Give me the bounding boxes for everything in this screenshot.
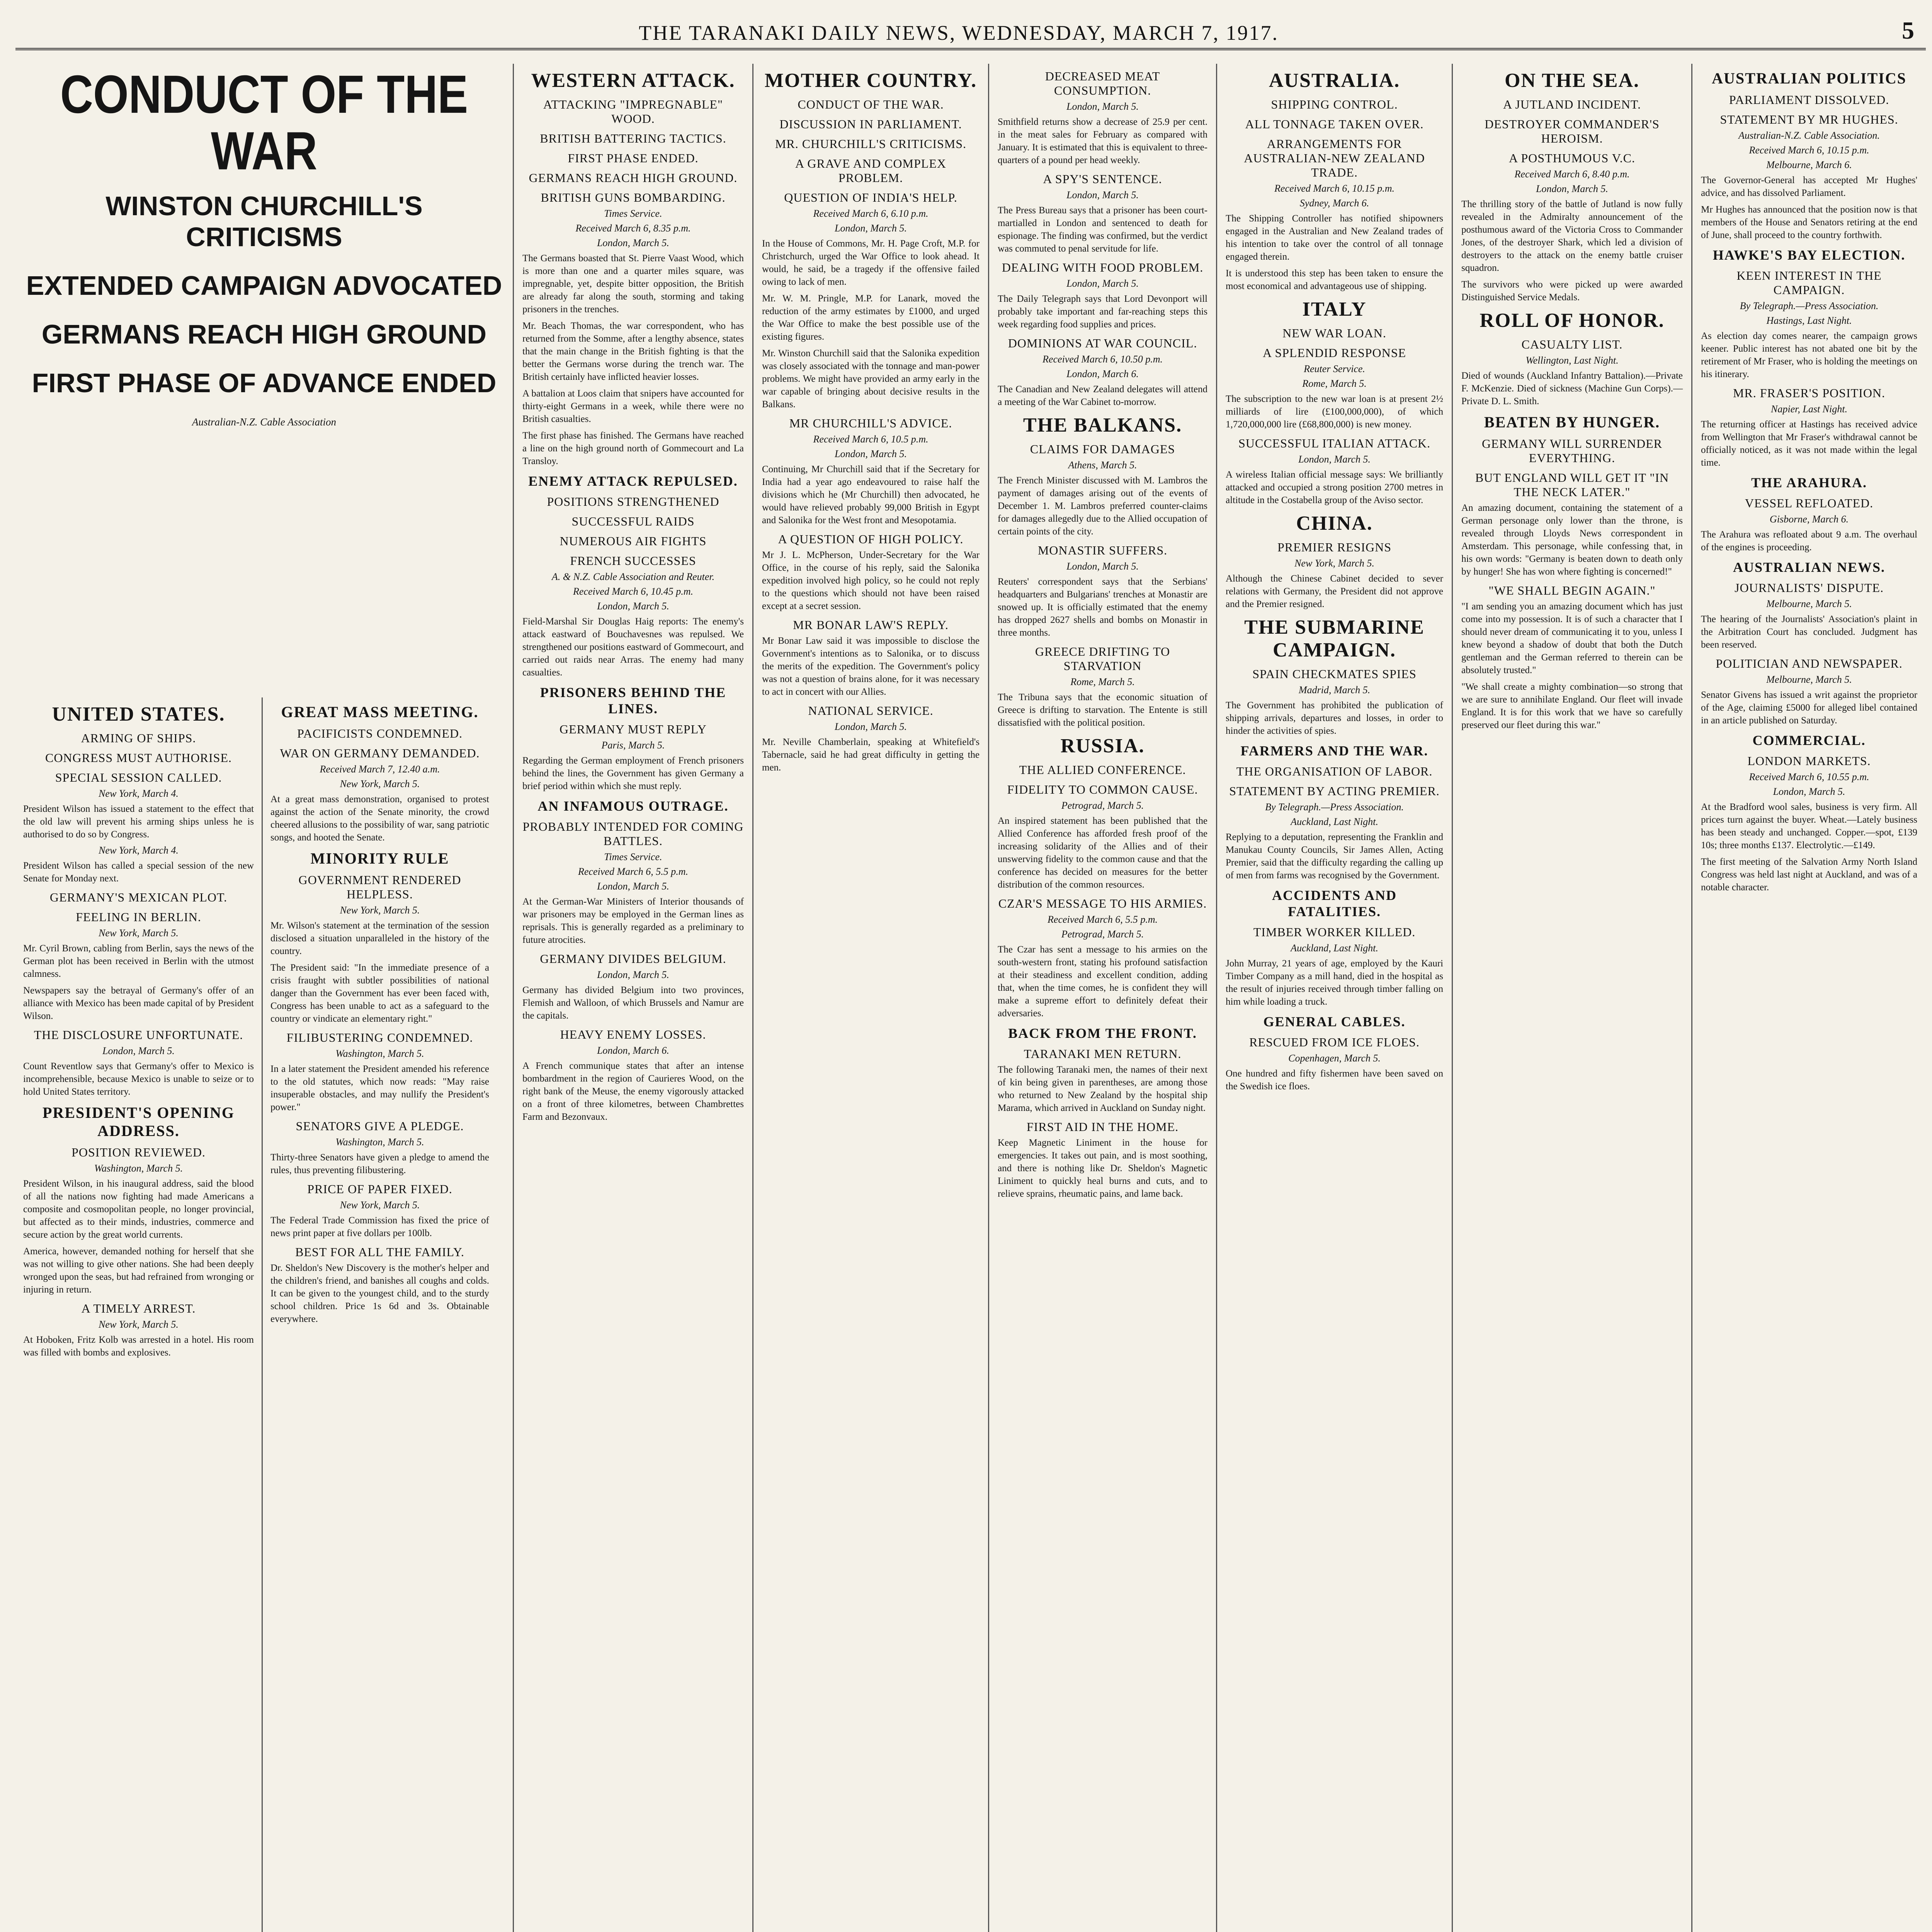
subheading: GOVERNMENT RENDERED HELPLESS. [298,873,461,901]
article-paragraph: One hundred and fifty fishermen have been saved on the Swedish ice floes. [1226,1068,1443,1092]
section-heading: THE ARAHURA. [1751,475,1867,490]
subheading: "WE SHALL BEGIN AGAIN." [1488,583,1656,597]
dateline: New York, March 5. [340,1199,420,1211]
article-paragraph: At the Bradford wool sales, business is very firm. All prices turn against the buyer. Wheat.—Lately business has been steady and unchanged. Copper.—spot, £139 10s; three months £137. Electrolytic.—£149. [1701,802,1917,850]
dateline: Madrid, March 5. [1298,684,1371,696]
article-paragraph: Germany has divided Belgium into two provinces, Flemish and Walloon, of which Brussels and Namur are the capitals. [522,985,744,1021]
subheading: PREMIER RESIGNS [1277,540,1392,554]
article-paragraph: The Governor-General has accepted Mr Hughes' advice, and has dissolved Parliament. [1701,175,1917,198]
dateline: Australian-N.Z. Cable Association. [1738,130,1880,141]
subheading: DOMINIONS AT WAR COUNCIL. [1008,336,1197,350]
section-heading: RUSSIA. [1060,735,1145,757]
article-paragraph: Newspapers say the betrayal of Germany's offer of an alliance with Mexico has been made capital of by President Wilson. [23,985,254,1021]
article-paragraph: Continuing, Mr Churchill said that if the Secretary for India had a year ago endeavoured to raise half the divisions which he (Mr Churchill) then advocated, he would have relieved probably 99,000 British in Egypt and Salonika for the West front and Mesopotamia. [762,464,980,526]
subheading: ATTACKING "IMPREGNABLE" WOOD. [543,97,723,126]
section-heading: THE BALKANS. [1023,414,1182,436]
dateline: Sydney, March 6. [1299,197,1369,209]
article-paragraph: As election day comes nearer, the campaign grows keener. Public interest has not abated one bit by the retirement of Mr Fraser, who is holding the meetings on his itinerary. [1701,331,1917,379]
article-paragraph: The survivors who were picked up were awarded Distinguished Service Medals. [1461,279,1683,303]
subheading: GERMANY MUST REPLY [559,722,707,736]
subheading: PRICE OF PAPER FIXED. [307,1182,452,1196]
subheading: BRITISH BATTERING TACTICS. [540,131,726,145]
subheading: NUMEROUS AIR FIGHTS [560,534,707,548]
advertisement-heading: FIRST AID IN THE HOME. [1026,1120,1179,1134]
article-paragraph: "I am sending you an amazing document which has just come into my possession. It is of such a character that I should never dream of communicating it to you, unless I knew beyond a shadow of doubt that both the Dutch gentleman and the German referred to therein can be absolutely trusted." [1461,601,1683,675]
article-paragraph: Thirty-three Senators have given a pledge to amend the rules, thus preventing filibustering. [270,1152,489,1175]
subheading: FIDELITY TO COMMON CAUSE. [1007,782,1198,796]
subheading: MR. CHURCHILL'S CRITICISMS. [775,137,967,151]
subheading: SUCCESSFUL RAIDS [571,514,695,528]
column-news-briefs [989,64,1217,1932]
subheading: PROBABLY INTENDED FOR COMING BATTLES. [522,820,744,848]
article-paragraph: Count Reventlow says that Germany's offer to Mexico is incomprehensible, because Mexico is unable to seize or to hold United States territory. [23,1061,254,1097]
section-heading: ROLL OF HONOR. [1480,310,1665,332]
advertisement-text: Keep Magnetic Liniment in the house for emergencies. It takes out pain, and is most soothing, and there is nothing like Dr. Sheldon's Magnetic Liniment to quickly heal burns and cuts, and to relieve sprains, rheumatic pains, and lame back. [998,1138,1208,1199]
article-paragraph: The subscription to the new war loan is at present 2½ milliards of lire (£100,000,000), of which 1,720,000,000 lire (£68,800,000) is new money. [1226,394,1443,430]
deck-headline-3: GERMANS REACH HIGH GROUND [41,319,487,349]
advertisement-heading: BEST FOR ALL THE FAMILY. [295,1245,464,1259]
subheading: DECREASED MEAT CONSUMPTION. [1045,69,1160,97]
subheading: MR BONAR LAW'S REPLY. [793,618,949,632]
subheading: ARMING OF SHIPS. [81,731,196,745]
subheading: SUCCESSFUL ITALIAN ATTACK. [1238,436,1431,450]
dateline: Copenhagen, March 5. [1288,1053,1381,1064]
dateline: London, March 5. [835,223,907,234]
dateline: Received March 6, 5.5 p.m. [578,866,688,877]
dateline: London, March 5. [597,237,669,248]
article-paragraph: Mr. Beach Thomas, the war correspondent, who has returned from the Somme, after a lengthy absence, states that the main change in the British fighting is that the better the Germans worse during the trench war. The British certainly have inflicted heavier losses. [522,321,744,382]
column-on-the-sea [1453,64,1692,1932]
section-heading: FARMERS AND THE WAR. [1240,743,1429,759]
article-paragraph: An inspired statement has been published that the Allied Conference has afforded fresh proof of the increasing solidarity of the Allies and of their unswerving fidelity to the common cause and that the conference has decided on measures for the better distribution of the common resources. [998,816,1208,890]
cable-credit: Australian-N.Z. Cable Association [192,416,337,428]
article-paragraph: Mr. Neville Chamberlain, speaking at Whitefield's Tabernacle, said he had great difficulty in getting the men. [762,737,980,773]
subheading: NEW WAR LOAN. [1282,326,1386,340]
dateline: Melbourne, March 5. [1766,674,1852,685]
subheading: CONDUCT OF THE WAR. [798,97,944,111]
section-heading: AUSTRALIA. [1269,70,1400,92]
subheading: THE ALLIED CONFERENCE. [1019,763,1186,777]
subheading: CZAR'S MESSAGE TO HIS ARMIES. [998,896,1207,910]
article-paragraph: The Czar has sent a message to his armies on the south-western front, stating his profound satisfaction at their steadiness and excellent condition, adding that, when the time comes, he is confident they will make a supreme effort to definitely defeat their adversaries. [998,944,1208,1019]
subheading: GERMANY'S MEXICAN PLOT. [49,890,228,904]
article-paragraph: Mr. Winston Churchill said that the Salonika expedition was closely associated with the tonnage and man-power problems. We might have provided an army early in the war capable of bringing about decisive results in the Balkans. [762,348,980,410]
section-heading: ENEMY ATTACK REPULSED. [528,473,738,489]
dateline: Received March 6, 10.50 p.m. [1043,354,1163,365]
article-paragraph: The Tribuna says that the economic situation of Greece is drifting to starvation. The Entente is still dissatisfied with the political position. [998,692,1208,728]
subheading: STATEMENT BY ACTING PREMIER. [1229,784,1440,798]
subheading: CONGRESS MUST AUTHORISE. [45,751,232,765]
subcolumn-mass-meeting [263,697,497,1932]
dateline: Auckland, Last Night. [1291,942,1378,954]
dateline: Received March 6, 5.5 p.m. [1048,914,1158,925]
subheading: MONASTIR SUFFERS. [1037,543,1168,557]
dateline: Received March 6, 10.5 p.m. [813,434,929,445]
subheading: MR CHURCHILL'S ADVICE. [789,416,952,430]
subheading: FIRST PHASE ENDED. [568,151,699,165]
article-paragraph: Mr. Cyril Brown, cabling from Berlin, says the news of the German plot has been received in Berlin with the utmost calmness. [23,943,254,979]
dateline: London, March 5. [1066,101,1139,112]
dateline: Washington, March 5. [335,1136,424,1148]
section-heading: AUSTRALIAN POLITICS [1712,70,1906,87]
article-paragraph: The French Minister discussed with M. Lambros the payment of damages arising out of the events of December 1. M. Lambros preferred counter-claims for damages allegedly due to the Allied occupation of certain points of the city. [998,475,1208,537]
subheading: PACIFICISTS CONDEMNED. [297,726,463,740]
article-paragraph: The Daily Telegraph says that Lord Devonport will probably take important and far-reaching steps this week regarding food supplies and prices. [998,294,1208,330]
dateline: By Telegraph.—Press Association. [1740,300,1879,311]
dateline: Melbourne, March 5. [1766,598,1852,609]
dateline: Times Service. [604,208,662,219]
dateline: Received March 7, 12.40 a.m. [320,764,440,775]
article-paragraph: The Press Bureau says that a prisoner has been court-martialled in London and sentenced to death for espionage. The finding was confirmed, but the verdict was commuted to penal servitude for life. [998,205,1208,254]
dateline: Petrograd, March 5. [1061,929,1144,940]
article-paragraph: A French communique states that after an intense bombardment in the region of Caurieres Wood, on the right bank of the Meuse, the enemy vigorously attacked on a front of three kilometres, between Chambrettes Farm and Bezonvaux. [522,1061,744,1122]
subheading: WAR ON GERMANY DEMANDED. [280,746,480,760]
subheading: SPAIN CHECKMATES SPIES [1252,667,1417,681]
article-paragraph: An amazing document, containing the statement of a German personage only lower than the throne, is revealed through Lloyds News correspondent in Amsterdam. This personage, while confessing that, in his own words: "Germany is beaten down to death only by hunger! She has won where fighting is concerned!" [1461,503,1683,577]
section-heading: THE SUBMARINE CAMPAIGN. [1244,616,1425,661]
article-paragraph: The thrilling story of the battle of Jutland is now fully revealed in the Admiralty announcement of the posthumous award of the Victoria Cross to Commander Jones, of the destroyer Shark, which led a division of destroyers to the attack on the enemy battle cruiser squadron. [1461,199,1683,273]
subheading: SENATORS GIVE A PLEDGE. [296,1119,464,1133]
dateline: A. & N.Z. Cable Association and Reuter. [551,571,715,582]
dateline: Received March 6, 10.15 p.m. [1749,145,1869,156]
subheading: SHIPPING CONTROL. [1271,97,1398,111]
dateline: Athens, March 5. [1068,459,1137,471]
article-paragraph: The Shipping Controller has notified shipowners engaged in the Australian and New Zealand trades of his intention to take over the control of all tonnage engaged therein. [1226,213,1443,262]
subheading: DEALING WITH FOOD PROBLEM. [1002,260,1204,274]
section-heading: PRESIDENT'S OPENING ADDRESS. [43,1104,235,1139]
dateline: Received March 6, 10.55 p.m. [1749,771,1869,782]
dateline: London, March 5. [1066,189,1139,201]
article-paragraph: "We shall create a mighty combination—so strong that we are sure to annihilate England. Our fleet will invade England. It is for this work that we have so carefully preserved our fleet during this war." [1461,682,1683,730]
subheading: CASUALTY LIST. [1521,337,1623,351]
article-paragraph: Regarding the German employment of French prisoners behind the lines, the Government has given Germany a brief period within which she must reply. [522,755,744,791]
dateline: New York, March 4. [99,845,179,856]
dateline: Reuter Service. [1304,363,1365,374]
article-paragraph: The President said: "In the immediate presence of a crisis fraught with subtler possibilities of national danger than the Government has ever been faced with, Congress has been unable to act as a safeguard to the country or vindicate an elementary right." [270,963,489,1024]
section-heading: PRISONERS BEHIND THE LINES. [540,685,726,716]
subheading: TIMBER WORKER KILLED. [1253,925,1416,939]
article-paragraph: America, however, demanded nothing for herself that she was not willing to give other nations. She had been deeply wronged upon the seas, but had refrained from wronging or injuring in return. [23,1246,254,1295]
section-heading: AN INFAMOUS OUTRAGE. [537,798,729,814]
article-paragraph: The Germans boasted that St. Pierre Vaast Wood, which is more than one and a quarter miles square, was impregnable, yet, despite bitter opposition, the British are already far along the south, storming and taking prisoners in the trenches. [522,253,744,315]
subheading: THE DISCLOSURE UNFORTUNATE. [34,1028,243,1042]
subheading: ARRANGEMENTS FOR AUSTRALIAN-NEW ZEALAND TRADE. [1244,137,1425,179]
article-paragraph: Senator Givens has issued a writ against the proprietor of the Age, claiming £5000 for alleged libel contained in an article published on Saturday. [1701,690,1917,726]
page-number: 5 [1902,17,1914,44]
article-paragraph: The hearing of the Journalists' Association's plaint in the Arbitration Court has concluded. Judgment has been reserved. [1701,614,1917,650]
subheading: A GRAVE AND COMPLEX PROBLEM. [795,156,946,185]
dateline: New York, March 5. [1294,558,1374,569]
section-heading: MINORITY RULE [310,850,449,867]
dateline: New York, March 5. [340,778,420,789]
dateline: London, March 5. [1773,786,1845,797]
subheading: JOURNALISTS' DISPUTE. [1735,581,1884,595]
dateline: London, March 5. [597,969,669,980]
section-heading: MOTHER COUNTRY. [764,70,977,92]
article-paragraph: At a great mass demonstration, organised to protest against the action of the Senate minority, the crowd cheered allusions to the possibility of war, sang patriotic songs, and hooted the Senate. [270,794,489,843]
section-heading: UNITED STATES. [52,703,225,725]
subheading: GERMANY WILL SURRENDER EVERYTHING. [1481,437,1663,465]
article-paragraph: At the German-War Ministers of Interior thousands of war prisoners may be employed in the German lines as reprisals. This is generally regarded as a preliminary to future atrocities. [522,896,744,945]
dateline: By Telegraph.—Press Association. [1265,801,1404,813]
advertisement-text: Dr. Sheldon's New Discovery is the mother's helper and the children's friend, and banishes all coughs and colds. It can be given to the youngest child, and to the sturdy school children. Price 1s 6d and 3s. Obtainable everywhere. [270,1263,489,1324]
section-heading: COMMERCIAL. [1752,733,1866,748]
subheading: FRENCH SUCCESSES [570,554,696,568]
dateline: London, March 5. [1536,183,1608,194]
dateline: London, March 6. [597,1045,669,1056]
subheading: LONDON MARKETS. [1747,754,1871,768]
main-headline: CONDUCT OF THE WAR [60,64,468,181]
section-heading: GREAT MASS MEETING. [281,703,479,721]
section-heading: BEATEN BY HUNGER. [1484,413,1660,431]
article-paragraph: The following Taranaki men, the names of their next of kin being given in parentheses, are among those who returned to New Zealand by the hospital ship Marama, which arrived in Auckland on Sunday night. [998,1065,1208,1113]
subheading: KEEN INTEREST IN THE CAMPAIGN. [1736,269,1882,297]
column-conduct-of-war [15,64,514,1932]
article-paragraph: The returning officer at Hastings has received advice from Wellington that Mr Fraser's withdrawal cannot be officially noticed, as it was not made within the legal time. [1701,419,1917,468]
subheading: BRITISH GUNS BOMBARDING. [541,190,726,204]
subcolumn-united-states [15,697,263,1932]
article-paragraph: The Canadian and New Zealand delegates will attend a meeting of the War Cabinet to-morrow. [998,384,1208,407]
subheading: QUESTION OF INDIA'S HELP. [784,190,957,204]
article-paragraph: It is understood this step has been taken to ensure the most economical and advantageous use of shipping. [1226,268,1443,291]
section-heading: BACK FROM THE FRONT. [1008,1026,1197,1041]
section-heading: HAWKE'S BAY ELECTION. [1713,247,1906,263]
subheading: MR. FRASER'S POSITION. [1733,386,1886,400]
article-paragraph: President Wilson has issued a statement to the effect that the old law will prevent his arming ships unless he is authorised to do so by Congress. [23,804,254,840]
section-heading: ON THE SEA. [1504,70,1640,92]
article-paragraph: Died of wounds (Auckland Infantry Battalion).—Private F. McKenzie. Died of sickness (Machine Gun Corps).—Private D. L. Smith. [1461,371,1683,406]
dateline: London, March 5. [597,881,669,892]
article-paragraph: Smithfield returns show a decrease of 25.9 per cent. in the meat sales for February as compared with January. It is estimated that this is equivalent to three-quarters of a pound per head weekly. [998,117,1208,165]
subheading: POLITICIAN AND NEWSPAPER. [1716,656,1903,670]
deck-headline-4: FIRST PHASE OF ADVANCE ENDED [32,367,497,398]
article-paragraph: The Federal Trade Commission has fixed the price of news print paper at five dollars per 100lb. [270,1215,489,1238]
section-heading: ACCIDENTS AND FATALITIES. [1272,888,1397,919]
dateline: Rome, March 5. [1302,378,1367,389]
dateline: Rome, March 5. [1070,676,1135,687]
dateline: Washington, March 5. [94,1163,183,1174]
subheading: FILIBUSTERING CONDEMNED. [286,1031,473,1044]
subheading: FEELING IN BERLIN. [76,910,201,924]
subheading: HEAVY ENEMY LOSSES. [560,1027,706,1041]
dateline: Auckland, Last Night. [1291,816,1378,827]
deck-headline-2: EXTENDED CAMPAIGN ADVOCATED [26,270,502,301]
subheading: POSITION REVIEWED. [71,1145,206,1159]
article-paragraph: In a later statement the President amended his reference to the old statutes, which now reads: "May raise insuperable obstacles, and may nullify the President's power." [270,1064,489,1112]
dateline: Washington, March 5. [335,1048,424,1059]
subheading: DESTROYER COMMANDER'S HEROISM. [1485,117,1660,145]
article-paragraph: Field-Marshal Sir Douglas Haig reports: The enemy's attack eastward of Bouchavesnes was repulsed. We strengthened our positions eastward of Gommecourt, and carried out raids near Arras. The enemy had many casualties. [522,616,744,678]
dateline: Received March 6, 10.45 p.m. [573,586,693,597]
subheading: CLAIMS FOR DAMAGES [1030,442,1175,456]
dateline: London, March 5. [1066,278,1139,289]
dateline: Gisborne, March 6. [1769,514,1849,525]
subheading: RESCUED FROM ICE FLOES. [1249,1035,1420,1049]
dateline: London, March 5. [835,448,907,459]
dateline: Wellington, Last Night. [1526,355,1619,366]
subheading: DISCUSSION IN PARLIAMENT. [779,117,962,131]
article-paragraph: President Wilson has called a special session of the new Senate for Monday next. [23,861,254,884]
dateline: London, March 6. [1066,368,1139,379]
article-paragraph: Mr Hughes has announced that the position now is that members of the House and Senators retiring at the end of June, shall proceed to the country forthwith. [1701,204,1917,240]
section-heading: WESTERN ATTACK. [531,70,735,92]
dateline: Hastings, Last Night. [1766,315,1852,326]
article-paragraph: A wireless Italian official message says: We brilliantly attacked and occupied a strong position 2700 metres in altitude in the Costabella group of the Aviso sector. [1226,469,1443,505]
subheading: GREECE DRIFTING TO STARVATION [1035,645,1170,673]
subheading: SPECIAL SESSION CALLED. [55,770,222,784]
subheading: NATIONAL SERVICE. [808,704,934,718]
article-paragraph: The Government has prohibited the publication of shipping arrivals, departures and losses, in order to hinder the activities of spies. [1226,700,1443,736]
subheading: POSITIONS STRENGTHENED [547,495,719,509]
dateline: Melbourne, March 6. [1766,159,1852,170]
dateline: London, March 5. [102,1045,175,1056]
dateline: New York, March 5. [99,927,179,939]
article-paragraph: A battalion at Loos claim that snipers have accounted for thirty-eight Germans in a week, while there were no British casualties. [522,388,744,424]
subheading: A POSTHUMOUS V.C. [1509,151,1636,165]
subheading: STATEMENT BY MR HUGHES. [1720,112,1898,126]
subheading: VESSEL REFLOATED. [1745,496,1874,510]
article-paragraph: The Arahura was refloated about 9 a.m. The overhaul of the engines is proceeding. [1701,529,1917,553]
article-paragraph: President Wilson, in his inaugural address, said the blood of all the nations now fighting had made Americans a composite and cosmopolitan people, no longer provincial, but affected as to their minds, industries, commerce and secure action by the great world currents. [23,1179,254,1240]
column-mother-country [753,64,989,1932]
article-paragraph: Mr J. L. McPherson, Under-Secretary for the War Office, in the course of his reply, said the Salonika expedition involved high policy, so he could not reply to the questions which should not have been raised except at a secret session. [762,550,980,611]
article-paragraph: The first meeting of the Salvation Army North Island Congress was held last night at Auckland, and was of a notable character. [1701,857,1917,893]
dateline: Times Service. [604,851,662,862]
column-western-attack [514,64,753,1932]
dateline: Napier, Last Night. [1771,403,1847,415]
dateline: Received March 6, 8.40 p.m. [1514,168,1630,180]
article-paragraph: Mr. Wilson's statement at the termination of the session disclosed a situation unparalleled in the history of the country. [270,920,489,956]
subheading: PARLIAMENT DISSOLVED. [1729,93,1889,107]
subheading: A TIMELY ARREST. [81,1301,196,1315]
subheading: THE ORGANISATION OF LABOR. [1236,764,1433,778]
column-australia [1217,64,1453,1932]
dateline: Received March 6, 10.15 p.m. [1274,183,1395,194]
section-heading: CHINA. [1296,512,1373,534]
deck-headline-1: WINSTON CHURCHILL'S CRITICISMS [105,190,423,252]
subheading: A QUESTION OF HIGH POLICY. [778,532,964,546]
dateline: New York, March 5. [340,905,420,916]
dateline: Received March 6, 6.10 p.m. [813,208,929,219]
section-heading: GENERAL CABLES. [1263,1014,1406,1029]
dateline: Received March 6, 8.35 p.m. [575,223,691,234]
subheading: ALL TONNAGE TAKEN OVER. [1245,117,1424,131]
article-paragraph: In the House of Commons, Mr. H. Page Croft, M.P. for Christchurch, urged the War Office to look ahead. It would, he said, be a tragedy if the offensive failed owing to lack of men. [762,238,980,287]
dateline: Petrograd, March 5. [1061,800,1144,811]
section-heading: ITALY [1302,298,1367,320]
dateline: New York, March 4. [99,788,179,799]
section-heading: AUSTRALIAN NEWS. [1733,560,1886,575]
article-paragraph: Although the Chinese Cabinet decided to sever relations with Germany, the President did not approve and the Premier resigned. [1226,573,1443,609]
dateline: London, March 5. [1066,561,1139,572]
dateline: London, March 5. [835,721,907,732]
column-australian-politics [1692,64,1926,1932]
article-paragraph: Mr. W. M. Pringle, M.P. for Lanark, moved the reduction of the army estimates by £1000, and urged the War Office to make the best possible use of the existing figures. [762,293,980,342]
article-paragraph: Mr Bonar Law said it was impossible to disclose the Government's intentions as to Salonika, or to discuss the merits of the expedition. The Government's policy was not a question of brains alone, for it was necessary to act in concert with our Allies. [762,636,980,697]
subheading: BUT ENGLAND WILL GET IT "IN THE NECK LATER." [1475,471,1669,499]
subheading: GERMANS REACH HIGH GROUND. [529,171,738,185]
article-paragraph: The first phase has finished. The Germans have reached a line on the high ground north of Gommecourt and La Transloy. [522,430,744,466]
masthead-title: THE TARANAKI DAILY NEWS, WEDNESDAY, MARCH 7, 1917. [639,21,1279,44]
masthead [15,17,1926,50]
dateline: Paris, March 5. [601,740,665,751]
article-paragraph: Reuters' correspondent says that the Serbians' headquarters and Bulgarians' trenches at Monastir are snowed up. It is officially estimated that the enemy has dropped 2627 shells and bombs on Monastir in three months. [998,577,1208,638]
article-paragraph: John Murray, 21 years of age, employed by the Kauri Timber Company as a mill hand, died in the hospital as the result of injuries received through timber falling on him while loading a truck. [1226,958,1443,1007]
subheading: A JUTLAND INCIDENT. [1503,97,1641,111]
article-paragraph: At Hoboken, Fritz Kolb was arrested in a hotel. His room was filled with bombs and explosives. [23,1335,254,1358]
subheading: GERMANY DIVIDES BELGIUM. [540,952,726,966]
subheading: A SPY'S SENTENCE. [1043,172,1162,186]
subheading: A SPLENDID RESPONSE [1262,346,1406,360]
dateline: New York, March 5. [99,1319,179,1330]
dateline: London, March 5. [1298,454,1371,465]
article-paragraph: Replying to a deputation, representing the Franklin and Manukau County Councils, Sir James Allen, Acting Premier, said that the difficulty regarding the calling up of men from farms was recognised by the Government. [1226,832,1443,881]
dateline: London, March 5. [597,600,669,612]
subheading: TARANAKI MEN RETURN. [1024,1047,1182,1061]
